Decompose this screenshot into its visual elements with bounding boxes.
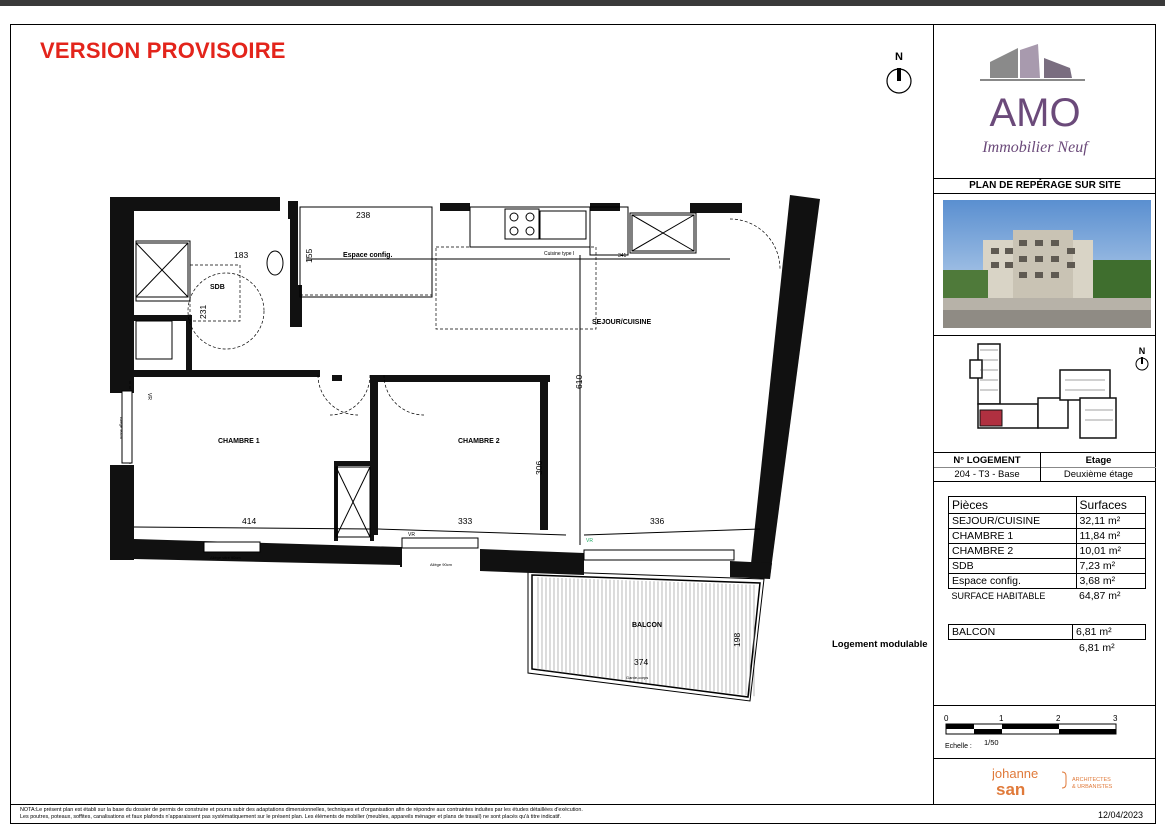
- balcon-label: BALCON: [949, 625, 1073, 640]
- logement-label: N° LOGEMENT: [953, 455, 1021, 466]
- divider: [934, 481, 1156, 482]
- architect-logo: [992, 764, 1132, 800]
- floor-plan: [100, 185, 820, 705]
- note-line-2: Les poutres, poteaux, soffites, canalisations et faux plafonds n'apparaissent pas systématiquement sur le présent plan. Les éléments de mobilier (meubles, appareils ménager et plans de travail) ne sont placés qu'à titre indicatif.: [20, 814, 562, 820]
- north-compass-icon: [884, 48, 914, 96]
- room-label-chambre2: CHAMBRE 2: [458, 438, 500, 445]
- dim: 183: [234, 250, 249, 260]
- version-label: VERSION PROVISOIRE: [40, 38, 286, 63]
- architect-tag-1: ARCHITECTES: [1072, 777, 1111, 783]
- room-surface: 3,68 m²: [1076, 574, 1145, 589]
- balcon-total: 6,81 m²: [1079, 642, 1115, 654]
- north-label: N: [895, 51, 903, 63]
- habitable-value: 64,87 m²: [1079, 590, 1121, 602]
- scale-tick: 0: [944, 714, 949, 723]
- room-name: Espace config.: [949, 574, 1077, 589]
- logo-text: AMO: [989, 91, 1081, 135]
- room-surface: 7,23 m²: [1076, 559, 1145, 574]
- etage-value: Deuxième étage: [1063, 469, 1134, 480]
- scale-tick: 2: [1056, 714, 1061, 723]
- vr-label: VR: [408, 532, 415, 538]
- allege-label: Allège 90cm: [430, 562, 453, 567]
- allege-label: Allège 90cm: [119, 417, 124, 440]
- dim: 238: [356, 210, 371, 220]
- plan-date: 12/04/2023: [1098, 810, 1144, 820]
- note-line-1: NOTA:Le présent plan est établi sur la base du dossier de permis de construire et pourra subir des adaptations dimensionnelles, techniques et d'organisation afin de répondre aux contraintes induites par les études détaillées d'exécution.: [20, 807, 583, 813]
- col-pieces: Pièces: [949, 497, 1077, 514]
- col-surfaces: Surfaces: [1076, 497, 1145, 514]
- dim: 231: [198, 304, 208, 319]
- logement-value: 204 - T3 - Base: [954, 469, 1020, 480]
- divider: [934, 335, 1156, 336]
- room-label-sdb: SDB: [210, 284, 225, 291]
- divider: [934, 193, 1156, 194]
- divider: [934, 804, 1156, 805]
- scale-bar: [942, 712, 1122, 757]
- scale-tick: 3: [1113, 714, 1118, 723]
- habitable-row: [949, 589, 1146, 604]
- site-plan-title: PLAN DE REPÉRAGE SUR SITE: [969, 180, 1121, 191]
- dim: 155: [304, 248, 314, 263]
- modulable-label: Logement modulable: [832, 639, 928, 650]
- room-name: CHAMBRE 2: [949, 544, 1077, 559]
- dim: 414: [242, 516, 257, 526]
- etage-label: Etage: [1085, 455, 1112, 466]
- table-row: [949, 529, 1146, 544]
- cuisine-type-label: Cuisine type I: [544, 251, 575, 257]
- room-surface: 11,84 m²: [1076, 529, 1145, 544]
- room-name: CHAMBRE 1: [949, 529, 1077, 544]
- table-row: [949, 625, 1146, 640]
- dim: 198: [732, 632, 742, 647]
- dim: 336: [650, 516, 665, 526]
- room-label-sejour: SEJOUR/CUISINE: [592, 319, 652, 326]
- habitable-label: SURFACE HABITABLE: [951, 591, 1046, 601]
- panel-divider: [933, 24, 934, 804]
- vr-label: VR: [586, 538, 593, 544]
- room-label-espace: Espace config.: [343, 252, 393, 259]
- table-row: [949, 559, 1146, 574]
- scale-tick: 1: [999, 714, 1004, 723]
- table-row: [949, 574, 1146, 589]
- room-name: SEJOUR/CUISINE: [949, 514, 1077, 529]
- allege-label: Allège vitré 90cm: [210, 555, 241, 560]
- amo-logo: [960, 40, 1110, 165]
- room-label-chambre1: CHAMBRE 1: [218, 438, 260, 445]
- surfaces-table: [948, 496, 1146, 603]
- dim: 610: [574, 374, 584, 389]
- mini-site-plan: [960, 340, 1150, 448]
- room-label-balcon: BALCON: [632, 622, 662, 629]
- divider: [934, 178, 1156, 179]
- dim: 333: [458, 516, 473, 526]
- balcony-floor: [528, 571, 764, 701]
- echelle-label: Echelle :: [945, 743, 972, 750]
- vr-label: VR: [146, 393, 152, 400]
- dim: 306: [534, 460, 544, 475]
- echelle-value: 1/50: [984, 738, 999, 747]
- garde-corps-label: Garde-corps: [626, 675, 649, 680]
- mini-north-label: N: [1138, 346, 1146, 356]
- top-bar: [0, 0, 1165, 6]
- dim: 341: [618, 253, 627, 259]
- table-row: [949, 514, 1146, 529]
- room-surface: 32,11 m²: [1076, 514, 1145, 529]
- dashed-lines: [130, 219, 780, 465]
- architect-tag-2: & URBANISTES: [1072, 784, 1113, 790]
- divider: [10, 804, 934, 805]
- divider: [934, 467, 1156, 468]
- table-row: [949, 544, 1146, 559]
- footer-note: [20, 807, 720, 821]
- room-name: SDB: [949, 559, 1077, 574]
- building-photo: [943, 200, 1151, 328]
- balcon-table: [948, 624, 1146, 640]
- balcon-value: 6,81 m²: [1073, 625, 1146, 640]
- architect-name-2: san: [996, 780, 1026, 799]
- divider: [934, 758, 1156, 759]
- divider: [934, 452, 1156, 453]
- logo-subtext: Immobilier Neuf: [982, 139, 1088, 156]
- divider: [934, 705, 1156, 706]
- architect-name-1: johanne: [992, 766, 1039, 781]
- room-surface: 10,01 m²: [1076, 544, 1145, 559]
- dim: 374: [634, 657, 649, 667]
